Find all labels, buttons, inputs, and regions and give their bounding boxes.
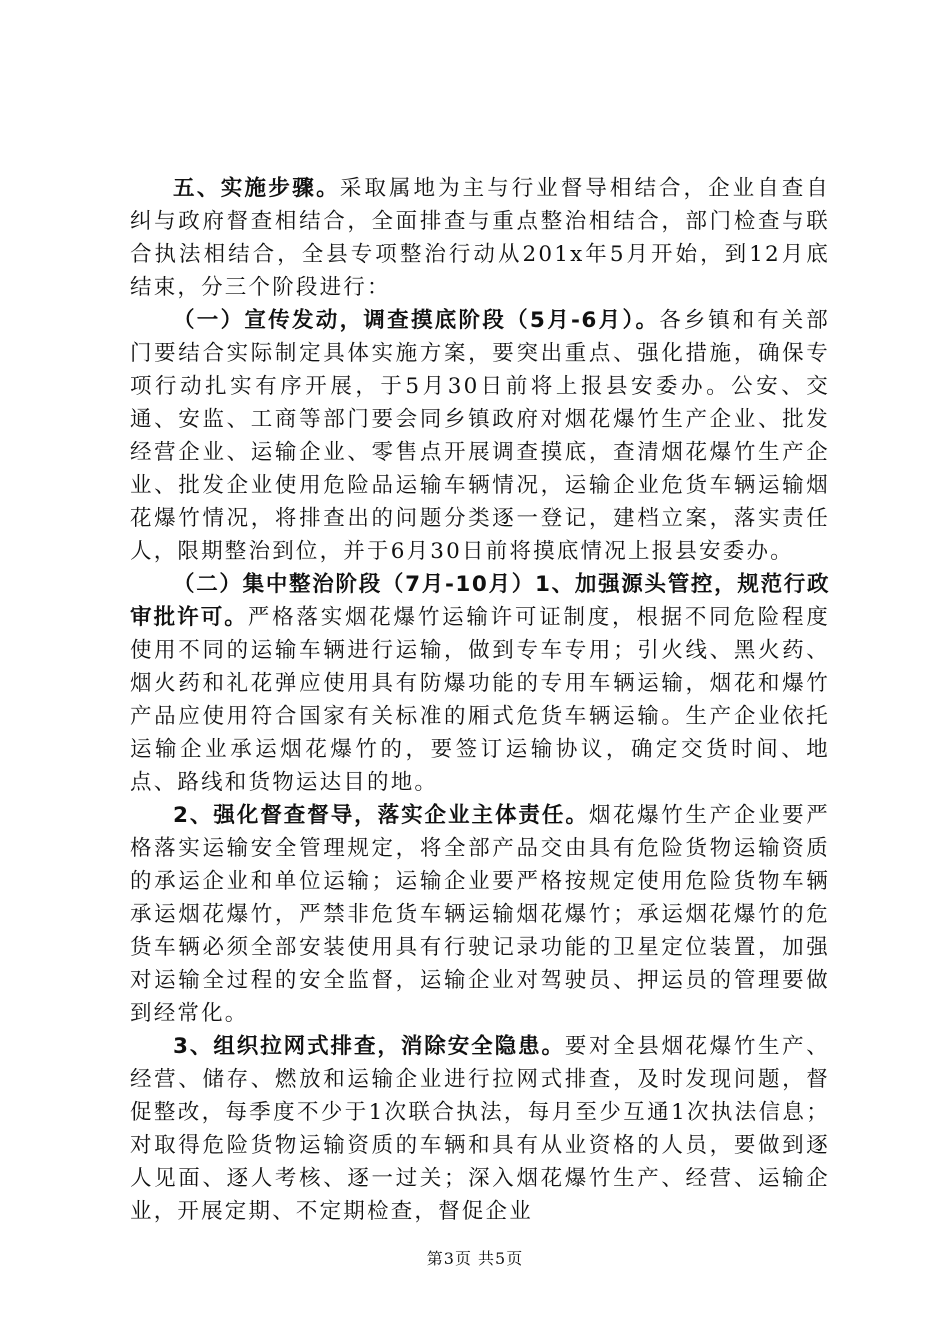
paragraph-text: 各乡镇和有关部门要结合实际制定具体实施方案，要突出重点、强化措施，确保专项行动扎实有序开展，于5月30日前将上报县安委办。公安、交通、安监、工商等部门要会同乡镇政府对烟花爆竹生产企业、批发经营企业、运输企业、零售点开展调查摸底，查清烟花爆竹生产企业、批发企业使用危险品运输车辆情况，运输企业危货车辆运输烟花爆竹情况，将排查出的问题分类逐一登记，建档立案，落实责任人，限期整治到位，并于6月30日前将摸底情况上报县安委办。: [130, 308, 830, 564]
paragraph-text: 要对全县烟花爆竹生产、经营、储存、燃放和运输企业进行拉网式排查，及时发现问题，督促整改，每季度不少于1次联合执法，每月至少互通1次执法信息；对取得危险货物运输资质的车辆和具有从业资格的人员，要做到逐人见面、逐人考核、逐一过关；深入烟花爆竹生产、经营、运输企业，开展定期、不定期检查，督促企业: [130, 1034, 831, 1224]
page-number-footer: 第3页 共5页: [426, 1249, 524, 1268]
paragraph-stage-one: [130, 304, 830, 568]
paragraph-item-3: [130, 1030, 830, 1228]
paragraph-implementation-steps: [130, 172, 830, 304]
paragraph-item-2: [130, 799, 830, 1030]
paragraph-text: 烟花爆竹生产企业要严格落实运输安全管理规定，将全部产品交由具有危险货物运输资质的承运企业和单位运输；运输企业要严格按规定使用危险货物车辆承运烟花爆竹，严禁非危货车辆运输烟花爆竹；承运烟花爆竹的危货车辆必须全部安装使用具有行驶记录功能的卫星定位装置，加强对运输全过程的安全监督，运输企业对驾驶员、押运员的管理要做到经常化。: [130, 803, 830, 1026]
paragraph-heading: 3、组织拉网式排查，消除安全隐患。: [173, 1034, 565, 1059]
paragraph-stage-two: [130, 568, 830, 799]
paragraph-heading: 五、实施步骤。: [173, 176, 340, 201]
paragraph-heading: （二）集中整治阶段（7月-10月）1、加强源头管控，规范行政审批许可。: [130, 572, 830, 630]
paragraph-text: 采取属地为主与行业督导相结合，企业自查自纠与政府督查相结合，全面排查与重点整治相结合，部门检查与联合执法相结合，全县专项整治行动从201x年5月开始，到12月底结束，分三个阶段进行：: [130, 176, 830, 300]
paragraph-heading: 2、强化督查督导，落实企业主体责任。: [173, 803, 589, 828]
paragraph-heading: （一）宣传发动，调查摸底阶段（5月-6月）。: [173, 308, 660, 333]
paragraph-text: 严格落实烟花爆竹运输许可证制度，根据不同危险程度使用不同的运输车辆进行运输，做到专车专用；引火线、黑火药、烟火药和礼花弹应使用具有防爆功能的专用车辆运输，烟花和爆竹产品应使用符合国家有关标准的厢式危货车辆运输。生产企业依托运输企业承运烟花爆竹的，要签订运输协议，确定交货时间、地点、路线和货物运达目的地。: [130, 605, 830, 795]
document-body: [130, 172, 830, 1228]
